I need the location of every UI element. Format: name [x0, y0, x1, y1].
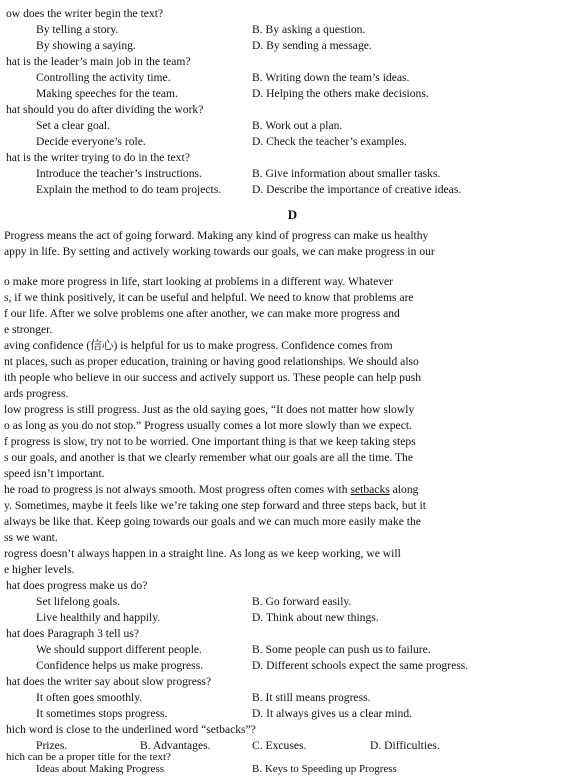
- paragraph-line: e higher levels.: [4, 563, 75, 576]
- paragraph-line: f progress is slow, try not to be worried. One important thing is that we keep taking steps: [4, 435, 416, 448]
- option-c: Decide everyone’s role.: [36, 135, 146, 148]
- option-d: D. Describe the importance of creative ideas.: [252, 183, 462, 196]
- paragraph-line: rogress doesn’t always happen in a straight line. As long as we keep working, we will: [4, 547, 401, 560]
- option-b: B. Go forward easily.: [252, 595, 352, 608]
- option-a: Set a clear goal.: [36, 119, 111, 132]
- option-b: B. Some people can push us to failure.: [252, 643, 431, 656]
- paragraph-text: he road to progress is not always smooth. Most progress often comes with: [4, 483, 351, 496]
- option-a: Ideas about Making Progress: [36, 763, 165, 775]
- paragraph-line: o make more progress in life, start looking at problems in a different way. Whatever: [4, 275, 394, 288]
- question-stem: hat should you do after dividing the work?: [6, 103, 204, 116]
- paragraph-line: Progress means the act of going forward. Making any kind of progress can make us healthy: [4, 229, 429, 242]
- option-a: Introduce the teacher’s instructions.: [36, 167, 202, 180]
- option-c: Confidence helps us make progress.: [36, 659, 204, 672]
- option-b: B. By asking a question.: [252, 23, 366, 36]
- option-c: Live healthily and happily.: [36, 611, 161, 624]
- option-a: Controlling the activity time.: [36, 71, 171, 84]
- question-stem: hat does progress make us do?: [6, 579, 148, 592]
- option-c: It sometimes stops progress.: [36, 707, 168, 720]
- paragraph-line: s our goals, and another is that we clearly remember what our goals are all the time. The: [4, 451, 413, 464]
- question-stem: hat is the leader’s main job in the team?: [6, 55, 191, 68]
- option-a: It often goes smoothly.: [36, 691, 143, 704]
- paragraph-line: f our life. After we solve problems one after another, we can make more progress and: [4, 307, 400, 320]
- question-stem: hat is the writer trying to do in the text?: [6, 151, 190, 164]
- paragraph-line: [4, 484, 418, 496]
- paragraph-line: always be like that. Keep going towards our goals and we can much more easily make the: [4, 515, 421, 528]
- paragraph-line: y. Sometimes, maybe it feels like we’re taking one step forward and three steps back, but it: [4, 499, 426, 512]
- paragraph-line: appy in life. By setting and actively working towards our goals, we can make progress in our: [4, 245, 435, 258]
- option-c: Making speeches for the team.: [36, 87, 178, 100]
- option-d: D. Think about new things.: [252, 611, 379, 624]
- option-a: Prizes.: [36, 739, 68, 752]
- underlined-word: setbacks: [350, 483, 390, 496]
- paragraph-line: ith people who believe in our success and actively support us. These people can help push: [4, 371, 422, 384]
- paragraph-line: e stronger.: [4, 323, 53, 336]
- question-stem: hich word is close to the underlined word “setbacks”?: [6, 723, 256, 736]
- paragraph-line: o as long as you do not stop.” Progress usually comes a lot more slowly than we expect.: [4, 419, 412, 432]
- option-d: D. Different schools expect the same progress.: [252, 659, 469, 672]
- paragraph-text: along: [389, 483, 419, 496]
- question-stem: hich can be a proper title for the text?: [6, 751, 171, 763]
- option-b: B. Writing down the team’s ideas.: [252, 71, 410, 84]
- option-c: Explain the method to do team projects.: [36, 183, 222, 196]
- option-d: D. It always gives us a clear mind.: [252, 707, 413, 720]
- option-d: D. Difficulties.: [370, 739, 440, 752]
- option-b: B. Give information about smaller tasks.: [252, 167, 441, 180]
- option-d: D. Helping the others make decisions.: [252, 87, 429, 100]
- option-c: By showing a saying.: [36, 39, 136, 52]
- paragraph-line: speed isn’t important.: [4, 467, 105, 480]
- paragraph-line: ards progress.: [4, 387, 69, 400]
- option-a: Set lifelong goals.: [36, 595, 121, 608]
- paragraph-line: aving confidence (信心) is helpful for us to make progress. Confidence comes from: [4, 339, 393, 352]
- paragraph-line: s, if we think positively, it can be useful and helpful. We need to know that problems are: [4, 291, 414, 304]
- question-stem: ow does the writer begin the text?: [6, 7, 164, 20]
- option-b: B. It still means progress.: [252, 691, 371, 704]
- option-b: B. Advantages.: [140, 739, 211, 752]
- paragraph-line: ss we want.: [4, 531, 58, 544]
- question-stem: hat does the writer say about slow progress?: [6, 675, 212, 688]
- section-heading: D: [287, 207, 298, 222]
- paragraph-line: nt places, such as proper education, training or having good relationships. We should also: [4, 355, 419, 368]
- option-b: B. Keys to Speeding up Progress: [252, 763, 397, 775]
- option-a: By telling a story.: [36, 23, 119, 36]
- option-b: B. Work out a plan.: [252, 119, 343, 132]
- option-d: D. Check the teacher’s examples.: [252, 135, 407, 148]
- option-a: We should support different people.: [36, 643, 202, 656]
- option-d: D. By sending a message.: [252, 39, 372, 52]
- question-stem: hat does Paragraph 3 tell us?: [6, 627, 139, 640]
- option-c: C. Excuses.: [252, 739, 307, 752]
- paragraph-line: low progress is still progress. Just as the old saying goes, “It does not matter how slowly: [4, 403, 415, 416]
